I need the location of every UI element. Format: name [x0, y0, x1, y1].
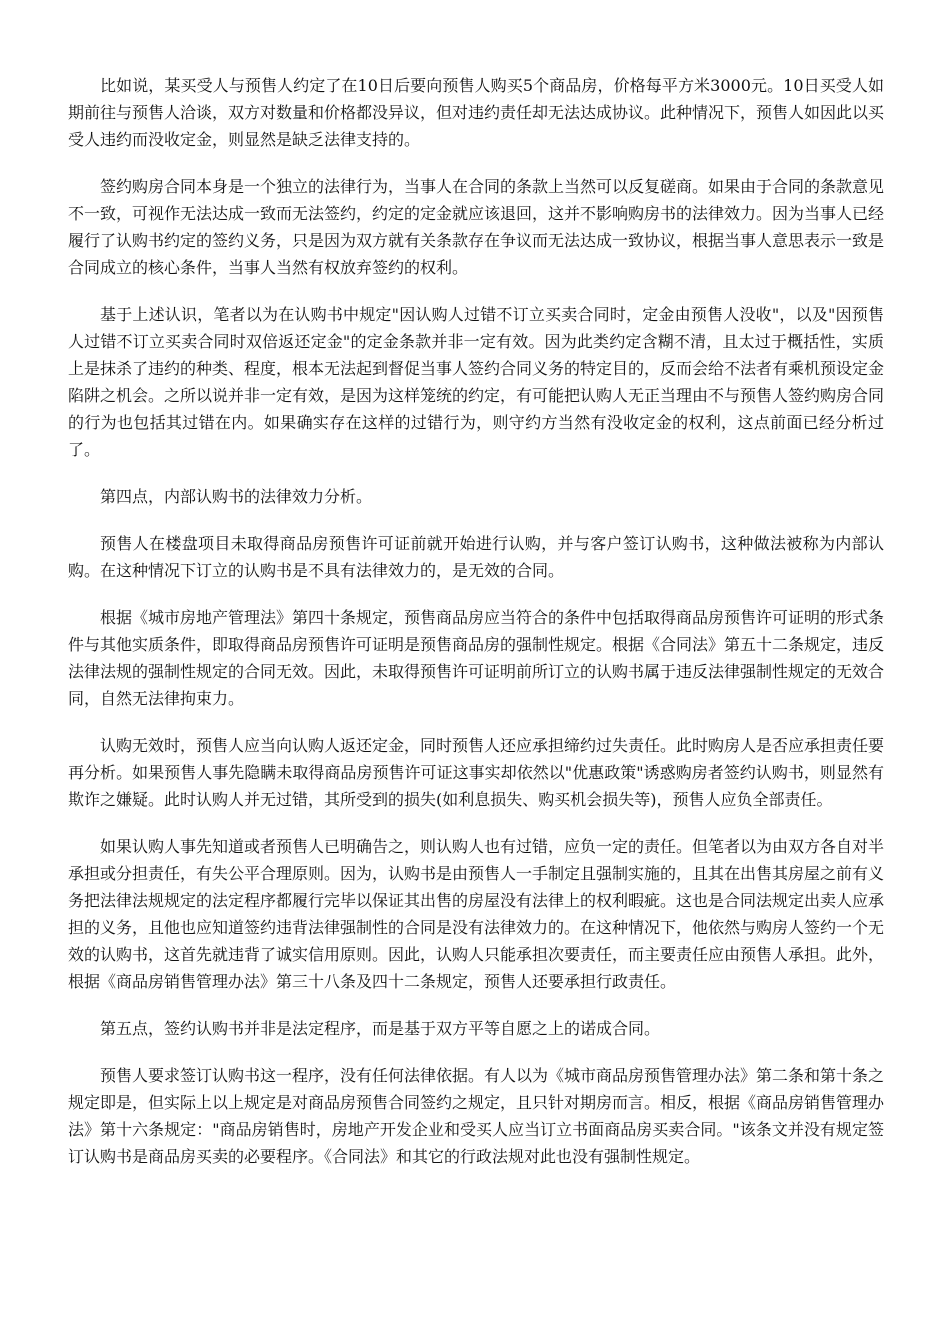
paragraph-2: 签约购房合同本身是一个独立的法律行为，当事人在合同的条款上当然可以反复磋商。如果由于合同的条款意见不一致，可视作无法达成一致而无法签约，约定的定金就应该退回，这并不影响购房书的法律效力。因为当事人已经履行了认购书约定的签约义务，只是因为双方就有关条款存在争议而无法达成一致协议，根据当事人意思表示一致是合同成立的核心条件，当事人当然有权放弃签约的权利。 — [68, 177, 885, 277]
paragraph-6: 根据《城市房地产管理法》第四十条规定，预售商品房应当符合的条件中包括取得商品房预售许可证明的形式条件与其他实质条件，即取得商品房预售许可证明是预售商品房的强制性规定。根据《合同法》第五十二条规定，违反法律法规的强制性规定的合同无效。因此，未取得预售许可证明前所订立的认购书属于违反法律强制性规定的无效合同，自然无法律拘束力。 — [68, 608, 885, 708]
section-heading-point-5: 第五点，签约认购书并非是法定程序，而是基于双方平等自愿之上的诺成合同。 — [100, 1019, 661, 1038]
paragraph-1: 比如说，某买受人与预售人约定了在10日后要向预售人购买5个商品房，价格每平方米3000元。10日买受人如期前往与预售人洽谈，双方对数量和价格都没异议，但对违约责任却无法达成协议。此种情况下，预售人如因此以买受人违约而没收定金，则显然是缺乏法律支持的。 — [68, 76, 885, 149]
section-heading-point-4: 第四点，内部认购书的法律效力分析。 — [100, 487, 373, 506]
paragraph-8: 如果认购人事先知道或者预售人已明确告之，则认购人也有过错，应负一定的责任。但笔者以为由双方各自对半承担或分担责任，有失公平合理原则。因为，认购书是由预售人一手制定且强制实施的，且其在出售其房屋之前有义务把法律法规规定的法定程序都履行完毕以保证其出售的房屋没有法律上的权利暇疵。这也是合同法规定出卖人应承担的义务，且他也应知道签约违背法律强制性的合同是没有法律效力的。在这种情况下，他依然与购房人签约一个无效的认购书，这首先就违背了诚实信用原则。因此，认购人只能承担次要责任，而主要责任应由预售人承担。此外，根据《商品房销售管理办法》第三十八条及四十二条规定，预售人还要承担行政责任。 — [68, 837, 885, 991]
paragraph-3: 基于上述认识，笔者以为在认购书中规定"因认购人过错不订立买卖合同时，定金由预售人没收"，以及"因预售人过错不订立买卖合同时双倍返还定金"的定金条款并非一定有效。因为此类约定含糊不清，且太过于概括性，实质上是抹杀了违约的种类、程度，根本无法起到督促当事人签约合同义务的特定目的，反而会给不法者有乘机预设定金陷阱之机会。之所以说并非一定有效，是因为这样笼统的约定，有可能把认购人无正当理由不与预售人签约购房合同的行为也包括其过错在内。如果确实存在这样的过错行为，则守约方当然有没收定金的权利，这点前面已经分析过了。 — [68, 305, 885, 459]
document-body — [68, 72, 884, 1190]
paragraph-10: 预售人要求签订认购书这一程序，没有任何法律依据。有人以为《城市商品房预售管理办法》第二条和第十条之规定即是，但实际上以上规定是对商品房预售合同签约之规定，且只针对期房而言。相反，根据《商品房销售管理办法》第十六条规定："商品房销售时，房地产开发企业和受买人应当订立书面商品房买卖合同。"该条文并没有规定签订认购书是商品房买卖的必要程序。《合同法》和其它的行政法规对此也没有强制性规定。 — [68, 1066, 885, 1166]
paragraph-7: 认购无效时，预售人应当向认购人返还定金，同时预售人还应承担缔约过失责任。此时购房人是否应承担责任要再分析。如果预售人事先隐瞒未取得商品房预售许可证这事实却依然以"优惠政策"诱惑购房者签约认购书，则显然有欺诈之嫌疑。此时认购人并无过错，其所受到的损失(如利息损失、购买机会损失等)，预售人应负全部责任。 — [68, 736, 885, 809]
paragraph-5: 预售人在楼盘项目未取得商品房预售许可证前就开始进行认购，并与客户签订认购书，这种做法被称为内部认购。在这种情况下订立的认购书是不具有法律效力的，是无效的合同。 — [68, 534, 884, 580]
